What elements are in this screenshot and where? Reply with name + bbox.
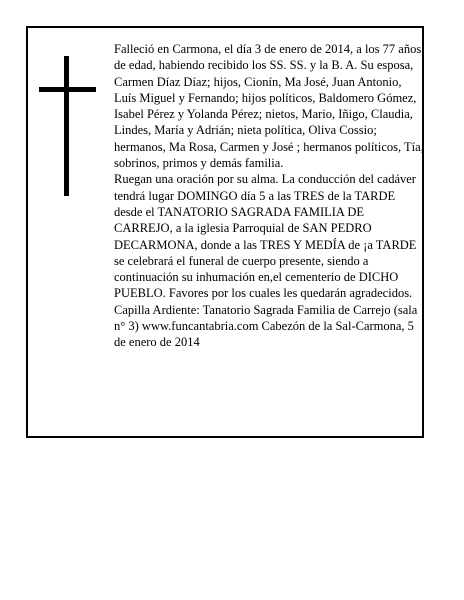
cross-icon	[64, 56, 69, 196]
obituary-paragraph-service: Ruegan una oración por su alma. La conducción del cadáver tendrá lugar DOMINGO día 5 a las TRES de la TARDE desde el TANATORIO SAGRADA FAMILIA DE CARREJO, a la iglesia Parroquial de SAN PEDRO DECARMONA, donde a las TRES Y MEDÍA de ¡a TARDE se celebrará el funeral de cuerpo presente, siendo a continuación su inhumación en,el cementerio de DICHO PUEBLO. Favores por los cuales les quedarán agradecidos. Capilla Ardiente: Tanatorio Sagrada Familia de Carrejo (sala n° 3) www.funcantabria.com Cabezón de la Sal-Carmona, 5 de enero de 2014	[114, 172, 418, 350]
cross-icon-crossbar	[39, 87, 96, 92]
obituary-paragraph-family: Falleció en Carmona, el día 3 de enero de 2014, a los 77 años de edad, habiendo recibido los SS. SS. y la B. A. Su esposa, Carmen Díaz Díaz; hijos, Cionín, Ma José, Juan Antonio, Luís Miguel y Fernando; hijos políticos, Baldomero Gómez, Isabel Pérez y Yolanda Pérez; nietos, Mario, Iñigo, Claudia, Lindes, María y Adrián; nieta política, Oliva Cossio; hermanos, Ma Rosa, Carmen y José ; hermanos políticos, Tía, sobrinos, primos y demás familia.	[114, 42, 424, 171]
obituary-text	[114, 41, 424, 351]
